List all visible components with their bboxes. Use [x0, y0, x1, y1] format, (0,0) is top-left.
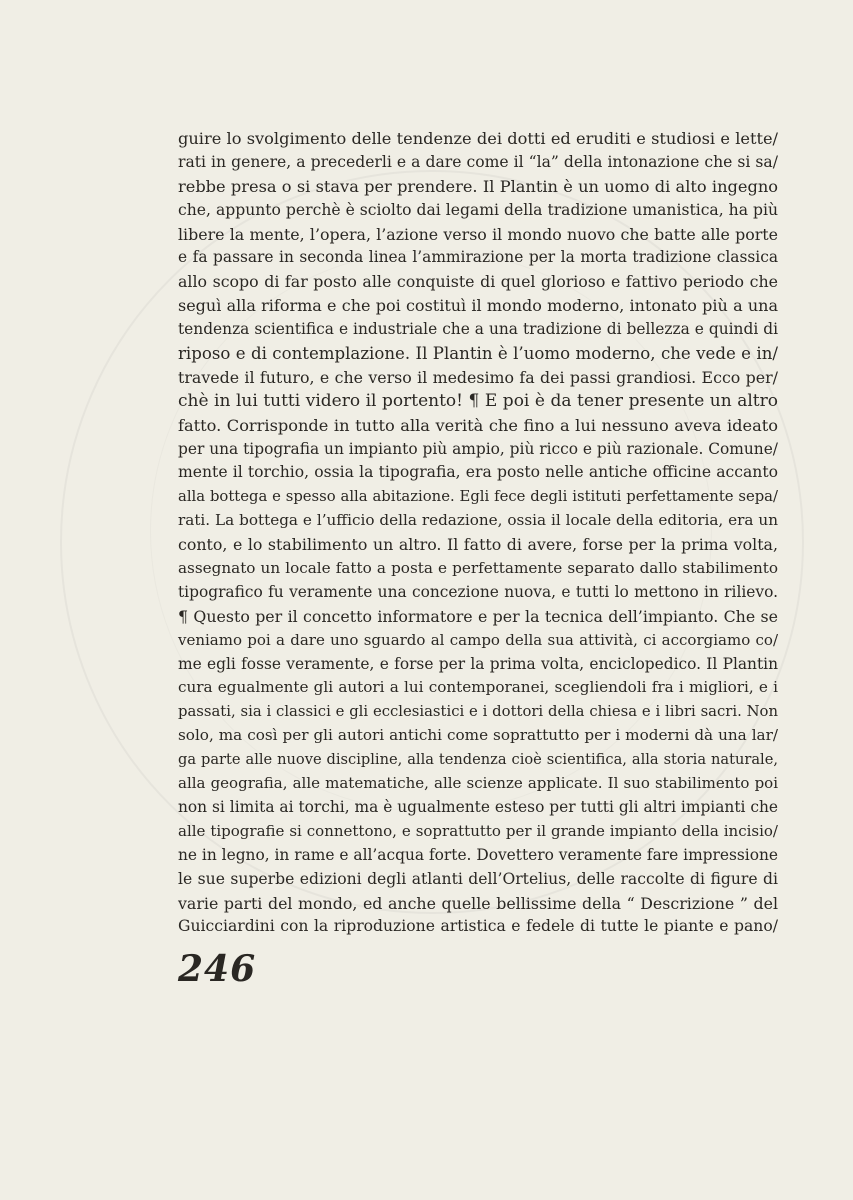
text-line: rebbe presa o si stava per prendere. Il Plantin è un uomo di alto ingegno [178, 176, 778, 196]
text-line: riposo e di contemplazione. Il Plantin è l’uomo moderno, che vede e in/ [178, 344, 778, 364]
body-text [178, 127, 778, 939]
text-line: fatto. Corrisponde in tutto alla verità che fino a lui nessuno aveva ideato [178, 415, 778, 435]
text-line: assegnato un locale fatto a posta e perfettamente separato dallo stabilimento [178, 559, 778, 578]
text-line: alle tipografie si connettono, e soprattutto per il grande impianto della incisio/ [178, 821, 778, 840]
text-line: varie parti del mondo, ed anche quelle bellissime della “ Descrizione ” del [178, 893, 778, 913]
text-line: non si limita ai torchi, ma è ugualmente esteso per tutti gli altri impianti che [178, 797, 778, 816]
text-line: le sue superbe edizioni degli atlanti dell’Ortelius, delle raccolte di figure di [178, 869, 778, 888]
text-line: mente il torchio, ossia la tipografia, era posto nelle antiche officine accanto [178, 463, 778, 482]
text-line: conto, e lo stabilimento un altro. Il fatto di avere, forse per la prima volta, [178, 535, 778, 555]
text-line: che, appunto perchè è sciolto dai legami della tradizione umanistica, ha più [178, 200, 778, 219]
text-line: ¶ Questo per il concetto informatore e per la tecnica dell’impianto. Che se [178, 606, 778, 626]
text-line: tipografico fu veramente una concezione nuova, e tutti lo mettono in rilievo. [178, 582, 778, 601]
text-line: allo scopo di far posto alle conquiste di quel glorioso e fattivo periodo che [178, 272, 778, 292]
text-line: seguì alla riforma e che poi costituì il mondo moderno, intonato più a una [178, 296, 778, 316]
text-line: tendenza scientifica e industriale che a una tradizione di bellezza e quindi di [178, 320, 778, 339]
text-line: ga parte alle nuove discipline, alla tendenza cioè scientifica, alla storia naturale, [178, 751, 778, 769]
text-line: Guicciardini con la riproduzione artistica e fedele di tutte le piante e pano/ [178, 917, 778, 936]
page-number: 246 [178, 948, 257, 990]
text-line: travede il futuro, e che verso il medesimo fa dei passi grandiosi. Ecco per/ [178, 367, 778, 387]
text-line: alla bottega e spesso alla abitazione. Egli fece degli istituti perfettamente sepa/ [178, 488, 778, 506]
text-line: rati in genere, a precederli e a dare come il “la” della intonazione che si sa/ [178, 152, 778, 171]
text-line: cura egualmente gli autori a lui contemporanei, scegliendoli fra i migliori, e i [178, 678, 778, 697]
text-line: solo, ma così per gli autori antichi come soprattutto per i moderni dà una lar/ [178, 726, 778, 745]
text-line: passati, sia i classici e gli ecclesiastici e i dottori della chiesa e i libri sacri. Non [178, 703, 778, 721]
text-line: chè in lui tutti videro il portento! ¶ E poi è da tener presente un altro [178, 390, 778, 411]
text-line: veniamo poi a dare uno sguardo al campo della sua attività, ci accorgiamo co/ [178, 630, 778, 649]
text-line: libere la mente, l’opera, l’azione verso il mondo nuovo che batte alle porte [178, 224, 778, 244]
text-line: me egli fosse veramente, e forse per la prima volta, enciclopedico. Il Plantin [178, 654, 778, 673]
text-line: rati. La bottega e l’ufficio della redazione, ossia il locale della editoria, era un [178, 511, 778, 530]
text-line: e fa passare in seconda linea l’ammirazione per la morta tradizione classica [178, 248, 778, 267]
text-line: guire lo svolgimento delle tendenze dei dotti ed eruditi e studiosi e lette/ [178, 129, 778, 148]
text-line: per una tipografia un impianto più ampio, più ricco e più razionale. Comune/ [178, 439, 778, 458]
text-line: ne in legno, in rame e all’acqua forte. Dovettero veramente fare impressione [178, 845, 778, 864]
text-line: alla geografia, alle matematiche, alle scienze applicate. Il suo stabilimento poi [178, 774, 778, 793]
